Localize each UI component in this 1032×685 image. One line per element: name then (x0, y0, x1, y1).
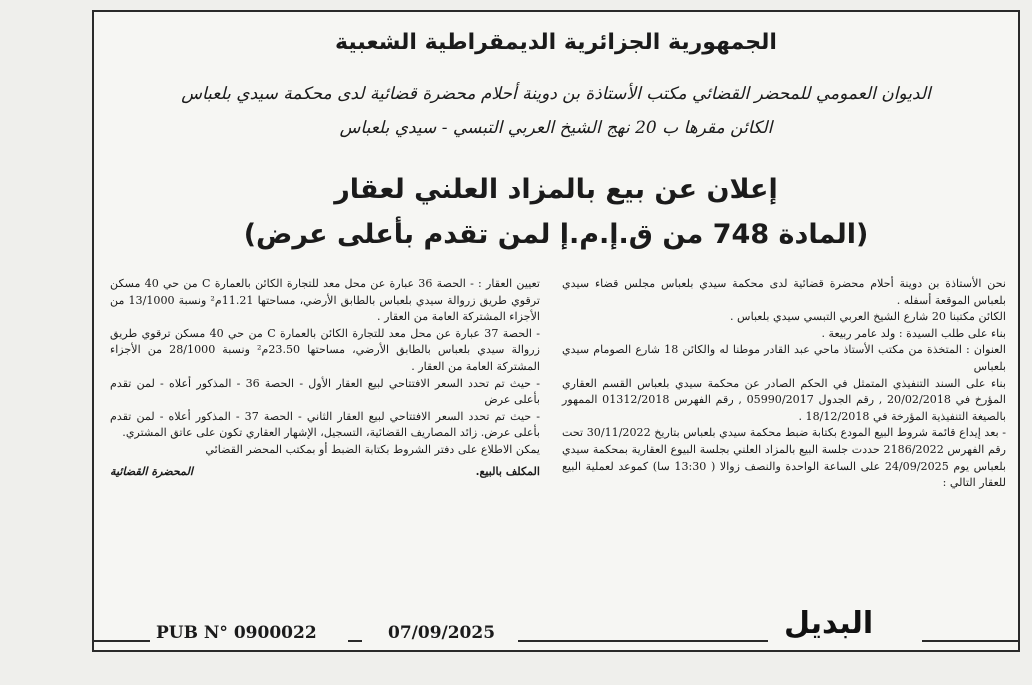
paragraph: نحن الأستاذة بن دوينة أحلام محضرة قضائية لدى محكمة سيدي بلعباس مجلس قضاء سيدي بلعباس الموقعة أسفله . (562, 277, 1006, 307)
footer-rule (518, 640, 768, 642)
paragraph: - حيث تم تحدد السعر الافتتاحي لبيع العقار الأول - الحصة 36 - المذكور أعلاه - لمن تقدم بأعلى عرض (110, 376, 540, 407)
footer-rule (922, 640, 1018, 642)
office-line-1: الديوان العمومي للمحضر القضائي مكتب الأستاذة بن دوينة أحلام محضرة قضائية لدى محكمة سيدي بلعباس (181, 84, 931, 104)
signature-row (110, 464, 540, 481)
office-line-2: الكائن مقرها ب 20 نهج الشيخ العربي التبسي - سيدي بلعباس (339, 118, 773, 138)
pub-number: PUB N° 0900022 (156, 623, 317, 643)
paragraph: العنوان : المتخذة من مكتب الأستاذ ماحي عبد القادر موطنا له والكائن 18 شارع الصومام سيدي بلعباس (562, 343, 1006, 373)
paragraph: بناء على طلب السيدة : ولد عامر ربيعة . (821, 326, 1006, 340)
paragraph: - بعد إيداع قائمة شروط البيع المودع بكتابة ضبط محكمة سيدي بلعباس بتاريخ 30/11/2022 تحت رقم الفهرس 2186/2022 حددت جلسة البيع بالمزاد العلني بجلسة البيوع العقارية بمحكمة سيدي بلعباس يوم 24/09/2025 على الساعة الواحدة والنصف زوالا ( 13:30 سا) كموعد لعملية البيع للعقار التالي : (562, 426, 1007, 490)
footer-rule (94, 640, 150, 642)
paragraph: الكائن مكتبنا 20 شارع الشيخ العربي التبسي سيدي بلعباس . (729, 310, 1006, 324)
auction-title: إعلان عن بيع بالمزاد العلني لعقار (334, 174, 778, 205)
right-column (562, 276, 1006, 492)
paragraph: - حيث تم تحدد السعر الافتتاحي لبيع العقار الثاني - الحصة 37 - المذكور أعلاه - لمن تقدم بأعلى عرض. زائد المصاريف القضائية، التسجيل، الإشهار العقاري تكون على عاتق المشتري. (110, 409, 540, 440)
paragraph: بناء على السند التنفيذي المتمثل في الحكم الصادر عن محكمة سيدي بلعباس القسم العقاري المؤرخ في 20/02/2018 , رقم الجدول 05990/2017 , رقم الفهرس 01312/2018 الممهور بالصيغة التنفيذية المؤرخة في 18/12/2018 . (562, 376, 1006, 423)
republic-heading: الجمهورية الجزائرية الديمقراطية الشعبية (335, 30, 777, 55)
newspaper-brand: البديل (784, 606, 874, 641)
announcement-frame (92, 10, 1020, 652)
paragraph: - الحصة 37 عبارة عن محل معد للتجارة الكائن بالعمارة C من حي 40 مسكن ترقوي طريق زروالة سيدي بلعباس بالطابق الأرضي، مساحتها 23.50م² ونسبة 28/1000 من الأجزاء المشتركة العامة من العقار . (110, 326, 540, 373)
bailiff-signature: المحضرة القضائية (110, 464, 193, 478)
left-column (110, 276, 540, 480)
footer-rule (348, 640, 362, 642)
commissioned-label: المكلف بالبيع. (475, 464, 540, 478)
paragraph: تعيين العقار : - الحصة 36 عبارة عن محل معد للتجارة الكائن بالعمارة C من حي 40 مسكن ترقوي طريق زروالة سيدي بلعباس بالطابق الأرضي، مساحتها 11.21م² ونسبة 13/1000 من الأجزاء المشتركة العامة من العقار . (110, 277, 540, 324)
auction-subtitle: (المادة 748 من ق.إ.م.إ لمن تقدم بأعلى عرض) (243, 219, 869, 250)
publication-date: 07/09/2025 (388, 623, 496, 643)
paragraph: يمكن الاطلاع على دفتر الشروط بكتابة الضبط أو بمكتب المحضر القضائي (205, 442, 540, 456)
